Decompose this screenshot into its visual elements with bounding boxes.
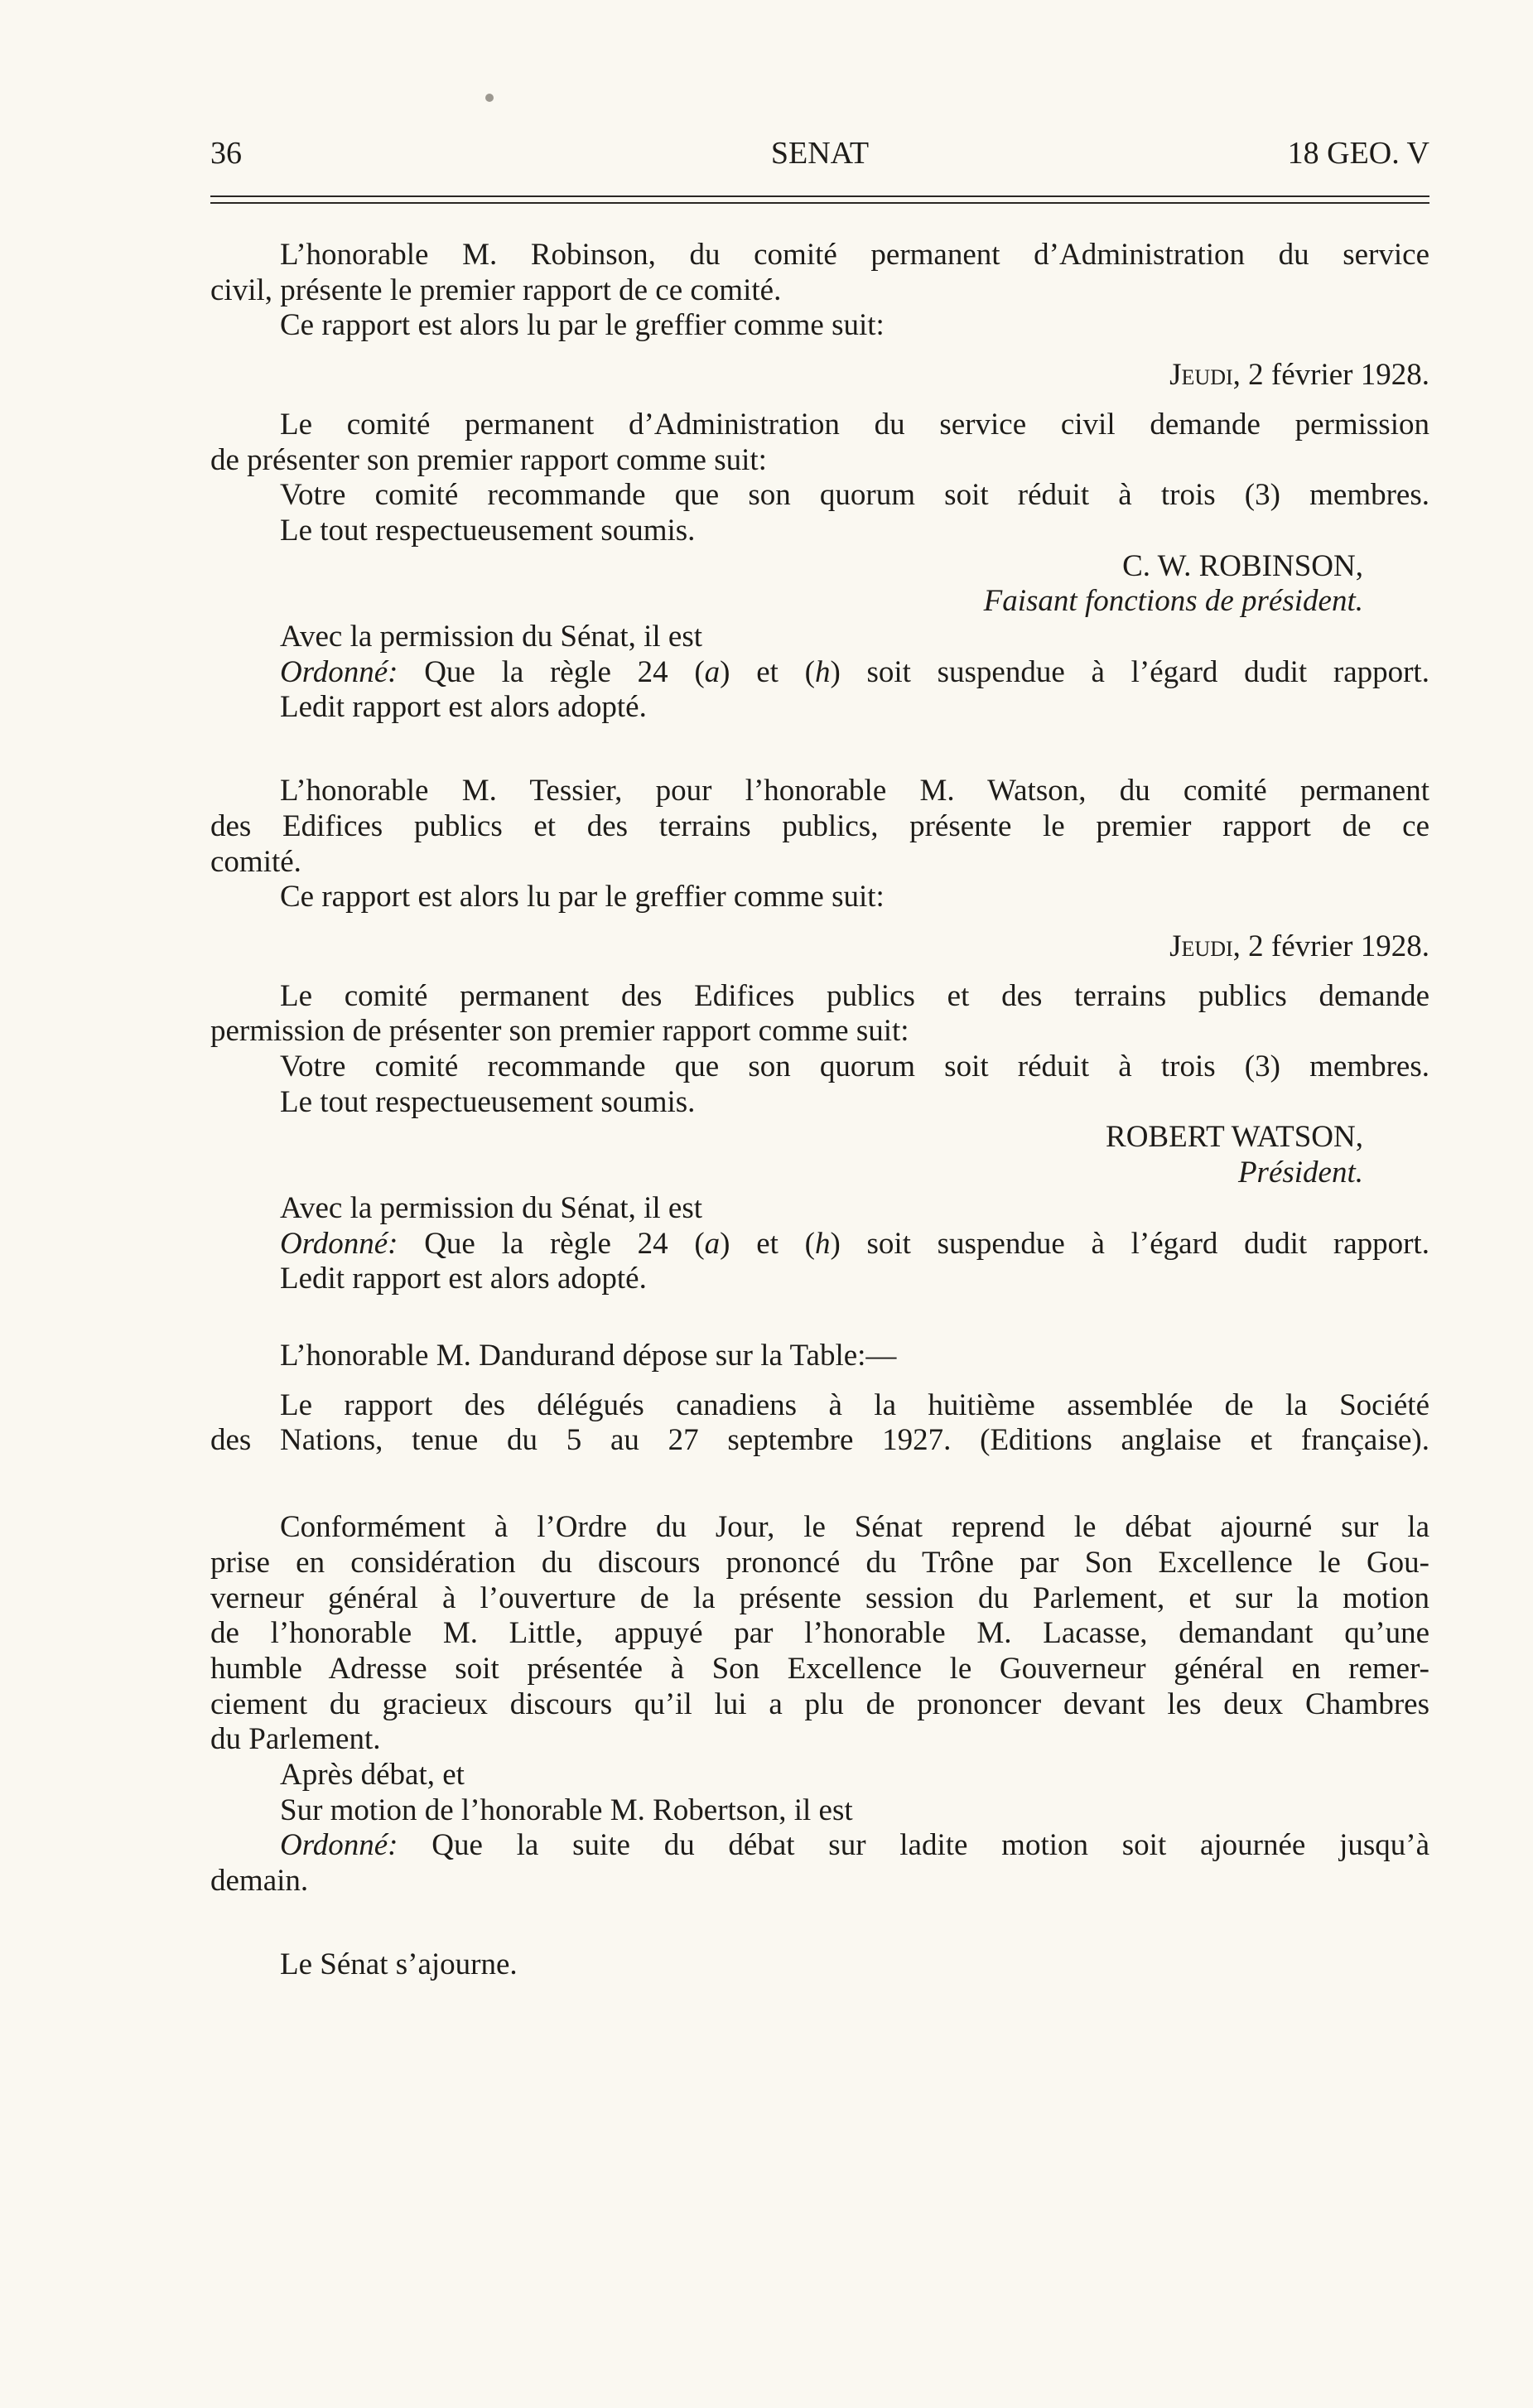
header-rule-bottom [210,202,1429,204]
text-line: Le comité permanent des Edifices publics et des terrains publics demande [280,978,1429,1013]
order-line: Ordonné: Que la règle 24 (a) et (h) soit suspendue à l’égard dudit rapport. [280,654,1429,689]
text-line: Conformément à l’Ordre du Jour, le Sénat reprend le débat ajourné sur la [280,1510,1429,1545]
date-day: Jeudi, [1169,358,1241,393]
text-line: des Edifices publics et des terrains publics, présente le premier rapport de ce [210,808,1429,843]
entry-watson-report [210,774,1429,1297]
signer-name: ROBERT WATSON, [1106,1120,1363,1155]
text-line: de l’honorable M. Little, appuyé par l’honorable M. Lacasse, demandant qu’une [210,1616,1429,1651]
text-line: humble Adresse soit présentée à Son Excellence le Gouverneur général en remer- [210,1651,1429,1686]
page-body [210,238,1429,1983]
signer-title: Faisant fonctions de président. [983,584,1363,619]
order-line: Ordonné: Que la règle 24 (a) et (h) soit suspendue à l’égard dudit rapport. [280,1226,1429,1261]
entry-robinson-report [210,238,1429,726]
header-title: SENAT [770,136,870,171]
date-rest: 2 février 1928. [1240,358,1429,393]
text-line: Le rapport des délégués canadiens à la huitième assemblée de la Société [280,1387,1429,1422]
text-line: Ce rapport est alors lu par le greffier comme suit: [280,308,885,343]
text-line: Après débat, et [280,1758,465,1793]
header-session: 18 GEO. V [1287,136,1429,171]
text-line: Le tout respectueusement soumis. [280,1084,696,1119]
date-rest: 2 février 1928. [1240,929,1429,963]
running-header [210,133,1429,174]
header-rule-top [210,195,1429,197]
text-line: de présenter son premier rapport comme suit: [210,442,767,477]
entry-dandurand-tabling [210,1339,1429,1459]
text-line: L’honorable M. Tessier, pour l’honorable M. Watson, du comité permanent [280,774,1429,808]
report-date [210,929,1429,965]
text-line: Ledit rapport est alors adopté. [280,1262,647,1296]
text-line: demain. [210,1864,309,1899]
text-line: L’honorable M. Dandurand dépose sur la Table:— [280,1338,897,1373]
text-line: du Parlement. [210,1722,381,1757]
signer-title: Président. [1237,1156,1363,1190]
text-line: Votre comité recommande que son quorum soit réduit à trois (3) membres. [280,1050,1429,1084]
order-line: Ordonné: Que la suite du débat sur ladite motion soit ajournée jusqu’à [280,1828,1429,1863]
text-line: comité. [210,844,301,879]
page-number: 36 [210,136,242,171]
text-line: Ledit rapport est alors adopté. [280,690,647,725]
text-line: Le tout respectueusement soumis. [280,513,696,548]
text-line: Votre comité recommande que son quorum soit réduit à trois (3) membres. [280,478,1429,513]
date-day: Jeudi, [1169,929,1241,963]
signer-name: C. W. ROBINSON, [1122,548,1363,583]
text-line: civil, présente le premier rapport de ce comité. [210,273,782,307]
entry-adjournment [210,1947,1429,1983]
text-line: verneur général à l’ouverture de la présente session du Parlement, et sur la motion [210,1580,1429,1615]
text-line: Le comité permanent d’Administration du service civil demande permission [280,407,1429,442]
text-line: ciement du gracieux discours qu’il lui a plu de prononcer devant les deux Chambres [210,1687,1429,1721]
text-line: Avec la permission du Sénat, il est [280,1190,703,1225]
text-line: Le Sénat s’ajourne. [280,1947,518,1981]
report-date [210,358,1429,393]
text-line: permission de présenter son premier rapport comme suit: [210,1014,909,1049]
text-line: L’honorable M. Robinson, du comité permanent d’Administration du service [280,238,1429,272]
entry-throne-speech-debate [210,1510,1429,1899]
text-line: prise en considération du discours prononcé du Trône par Son Excellence le Gou- [210,1545,1429,1580]
text-line: Avec la permission du Sénat, il est [280,620,703,654]
text-line: Ce rapport est alors lu par le greffier comme suit: [280,880,885,914]
text-line: des Nations, tenue du 5 au 27 septembre 1927. (Editions anglaise et française). [210,1423,1429,1458]
journal-page [210,0,1429,2408]
text-line: Sur motion de l’honorable M. Robertson, il est [280,1793,853,1827]
